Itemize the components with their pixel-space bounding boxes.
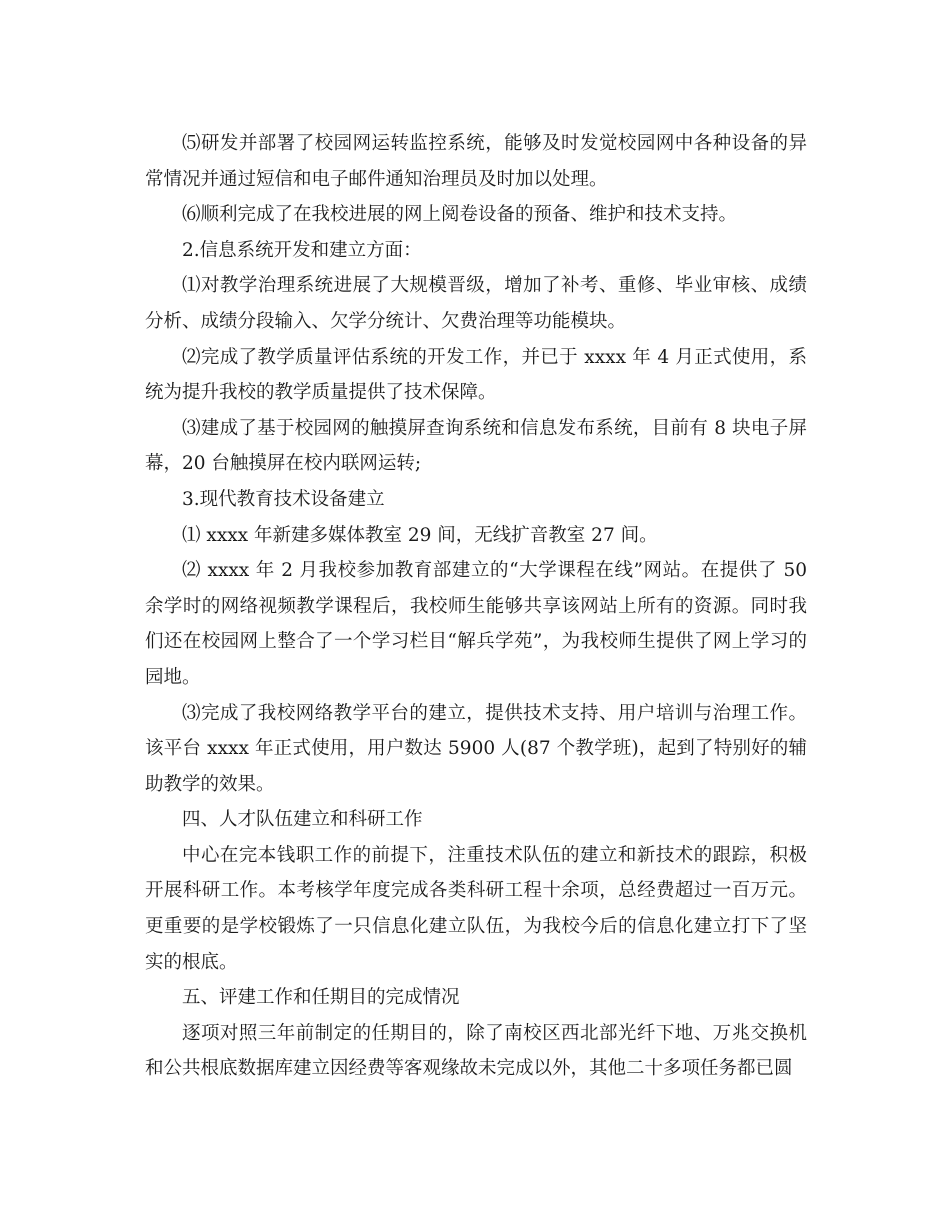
- paragraph-item-2-course-online: ⑵ xxxx 年 2 月我校参加教育部建立的“大学课程在线”网站。在提供了 50 余学时的网络视频教学课程后，我校师生能够共享该网站上所有的资源。同时我们还在校园网上整合了一个学习栏目“解兵学苑”，为我校师生提供了网上学习的园地。: [145, 560, 807, 688]
- paragraph-item-3-touchscreen: ⑶建成了基于校园网的触摸屏查询系统和信息发布系统，目前有 8 块电子屏幕，20 台触摸屏在校内联网运转;: [145, 417, 807, 475]
- paragraph-section-four-heading: 四、人才队伍建立和科研工作: [182, 809, 423, 831]
- paragraph-section-four-body: 中心在完本钱职工作的前提下，注重技术队伍的建立和新技术的跟踪，积极开展科研工作。本考核学年度完成各类科研工程十余项，总经费超过一百万元。更重要的是学校锻炼了一只信息化建立队伍，为我校今后的信息化建立打下了坚实的根底。: [145, 844, 807, 973]
- paragraph-item-1-teaching-management: ⑴对教学治理系统进展了大规模晋级，增加了补考、重修、毕业审核、成绩分析、成绩分段输入、欠学分统计、欠费治理等功能模块。: [145, 275, 807, 332]
- paragraph-item-2-quality-evaluation: ⑵完成了教学质量评估系统的开发工作，并已于 xxxx 年 4 月正式使用，系统为提升我校的教学质量提供了技术保障。: [145, 346, 807, 404]
- paragraph-section-five-heading: 五、评建工作和任期目的完成情况: [182, 987, 460, 1009]
- paragraph-heading-edu-tech: 3.现代教育技术设备建立: [182, 488, 385, 510]
- paragraph-item-5-monitoring: ⑸研发并部署了校园网运转监控系统，能够及时发觉校园网中各种设备的异常情况并通过短信和电子邮件通知治理员及时加以处理。: [145, 133, 807, 190]
- paragraph-item-6-online-grading: ⑹顺利完成了在我校进展的网上阅卷设备的预备、维护和技术支持。: [182, 204, 738, 226]
- paragraph-heading-info-system: 2.信息系统开发和建立方面：: [182, 239, 422, 261]
- paragraph-item-1-multimedia: ⑴ xxxx 年新建多媒体教室 29 间，无线扩音教室 27 间。: [182, 524, 658, 546]
- paragraph-section-five-body: 逐项对照三年前制定的任期目的，除了南校区西北部光纤下地、万兆交换机和公共根底数据库建立因经费等客观缘故未完成以外，其他二十多项任务都已圆: [145, 1022, 807, 1080]
- document-body: [145, 126, 807, 1087]
- paragraph-item-3-teaching-platform: ⑶完成了我校网络教学平台的建立，提供技术支持、用户培训与治理工作。该平台 xxxx 年正式使用，用户数达 5900 人(87 个教学班)，起到了特别好的辅助教学的效果。: [145, 702, 807, 795]
